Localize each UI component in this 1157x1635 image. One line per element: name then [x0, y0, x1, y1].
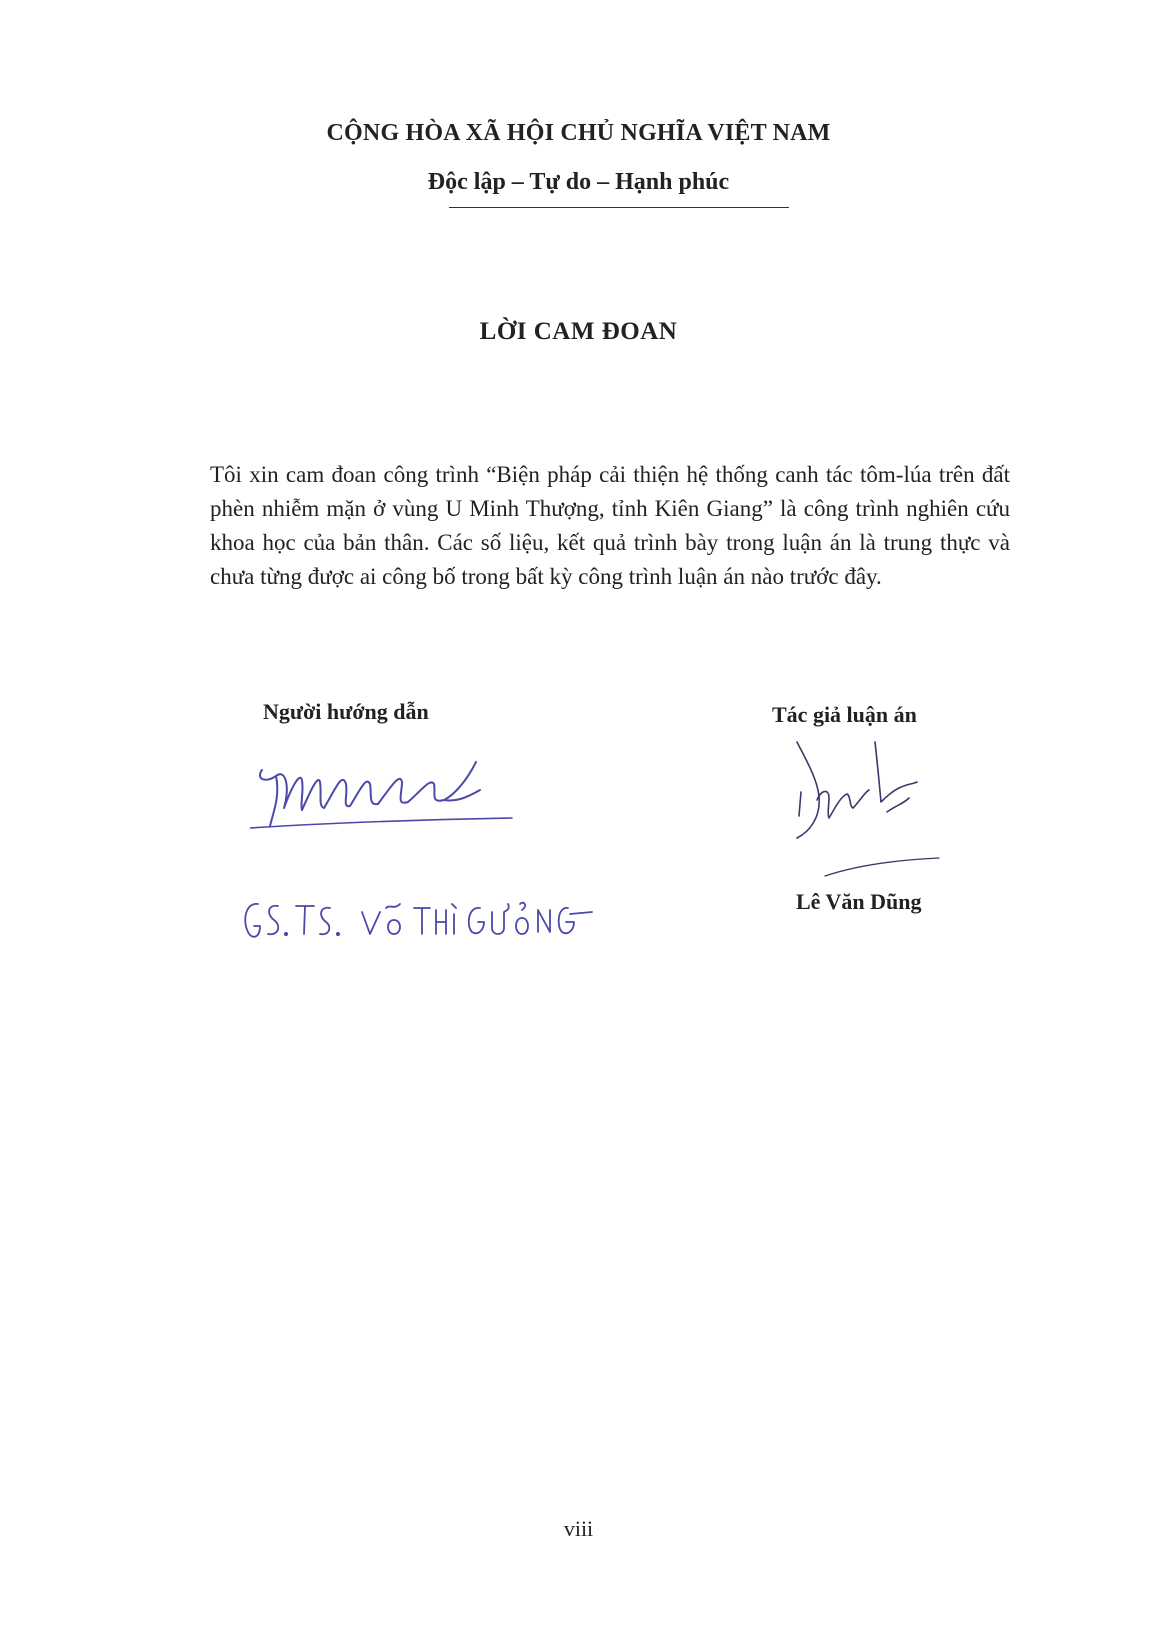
advisor-signature [250, 748, 520, 848]
author-signature [795, 740, 960, 880]
country-heading: CỘNG HÒA XÃ HỘI CHỦ NGHĨA VIỆT NAM [326, 120, 831, 146]
declaration-paragraph: Tôi xin cam đoan công trình “Biện pháp cải thiện hệ thống canh tác tôm-lúa trên đất phèn nhiễm mặn ở vùng U Minh Thượng, tỉnh Kiên Giang” là công trình nghiên cứu khoa học của bản thân. Các số liệu, kết quả trình bày trong luận án là trung thực và chưa từng được ai công bố trong bất kỳ công trình luận án nào trước đây. [210, 462, 1010, 589]
author-label: Tác giả luận án [772, 702, 917, 727]
national-motto: Độc lập – Tự do – Hạnh phúc [427, 169, 730, 195]
motto-underline [449, 207, 789, 208]
page-number: viii [563, 1516, 594, 1541]
author-name: Lê Văn Dũng [796, 889, 922, 914]
page-title: LỜI CAM ĐOAN [479, 318, 678, 345]
advisor-label: Người hướng dẫn [263, 699, 429, 724]
advisor-handwritten-name [240, 890, 600, 950]
